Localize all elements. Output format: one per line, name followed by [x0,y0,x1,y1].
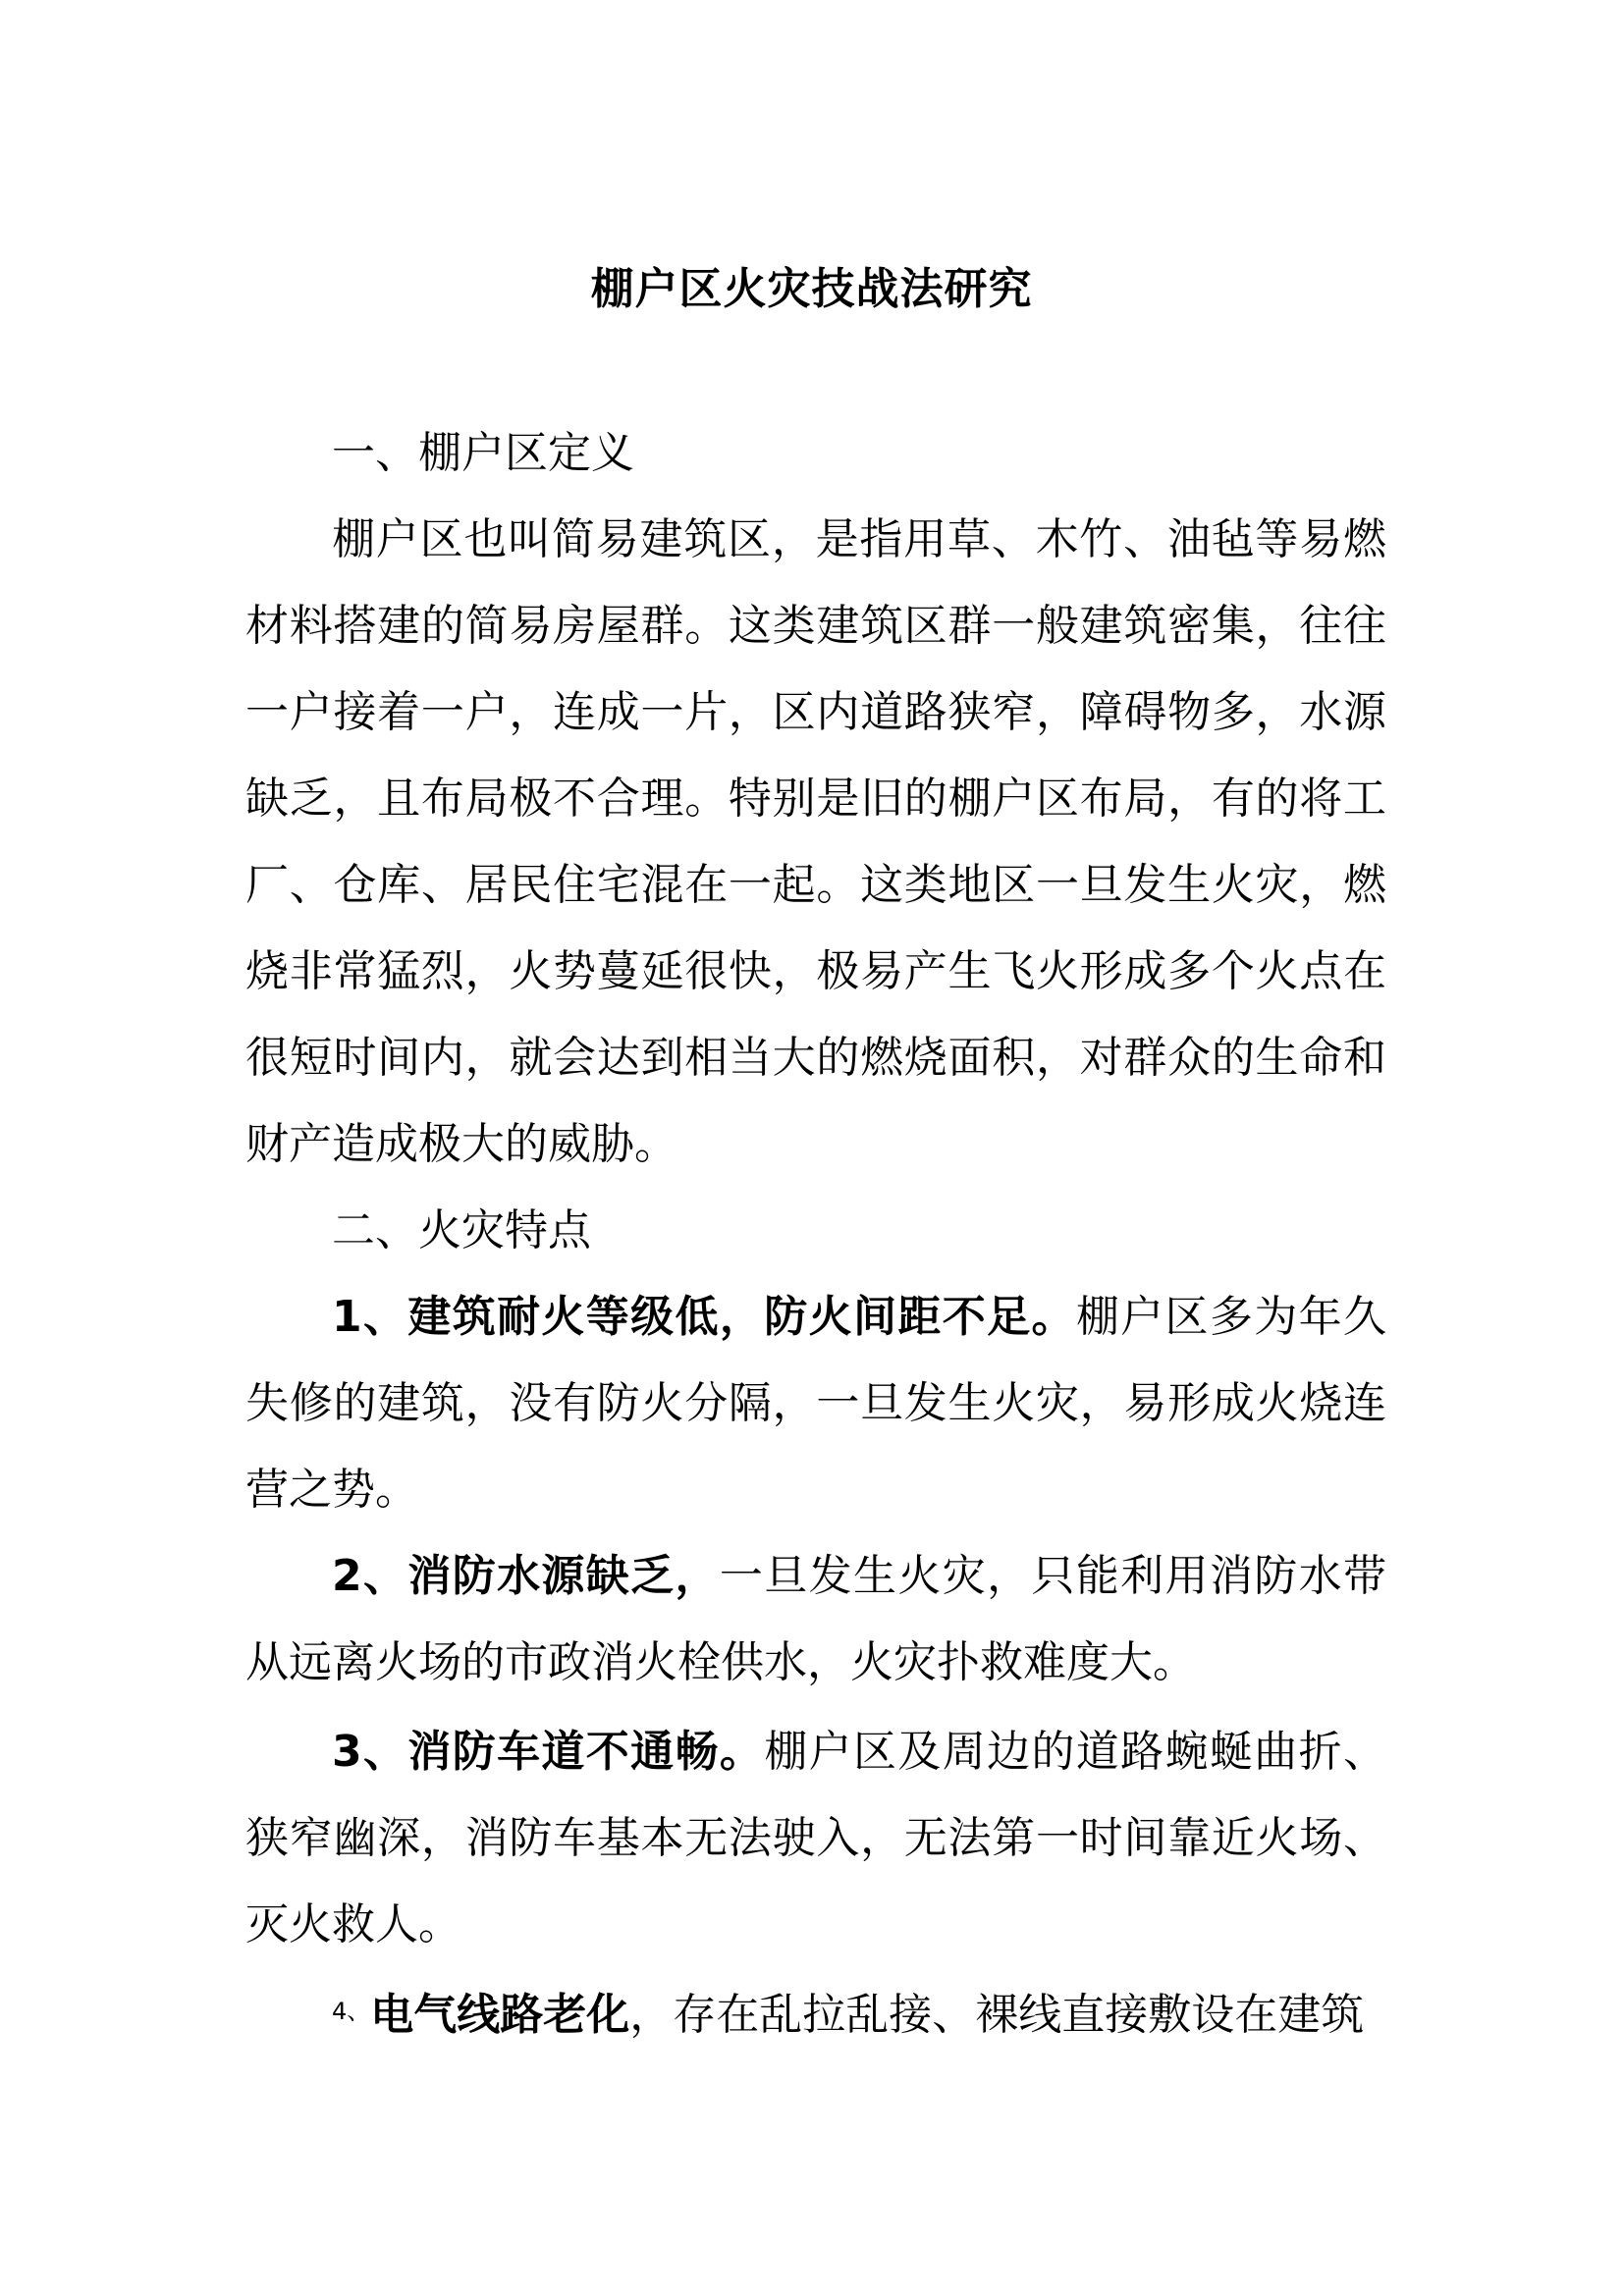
feature-item-4 [245,1968,1386,2058]
feature-item-3-lead: 3、消防车道不通畅。 [332,1727,765,1777]
section-1-heading [245,410,1386,497]
feature-item-2 [245,1533,1386,1706]
feature-item-1 [245,1274,1386,1533]
feature-item-2-lead: 2、消防水源缺乏， [332,1551,720,1601]
feature-item-4-text: ，存在乱拉乱接、裸线直接敷设在建筑 [629,1990,1365,2040]
document-body [245,410,1386,2058]
section-2-heading-text: 二、火灾特点 [332,1205,591,1255]
feature-item-3-text: 棚户区及周边的道路蜿蜒曲折、狭窄幽深，消防车基本无法驶入，无法第一时间靠近火场、灭火救人。 [245,1727,1386,1949]
section-1-heading-text: 一、棚户区定义 [332,428,634,478]
feature-item-2-text: 一旦发生火灾，只能利用消防水带从远离火场的市政消火栓供水，火灾扑救难度大。 [245,1551,1387,1687]
feature-item-4-lead: 电气线路老化 [370,1990,630,2040]
feature-item-1-text: 棚户区多为年久失修的建筑，没有防火分隔，一旦发生火灾，易形成火烧连营之势。 [245,1292,1386,1515]
feature-item-1-lead: 1、建筑耐火等级低，防火间距不足。 [332,1292,1076,1342]
feature-item-3 [245,1709,1386,1968]
section-1-paragraph-text: 棚户区也叫简易建筑区，是指用草、木竹、油毡等易燃材料搭建的简易房屋群。这类建筑区群一般建筑密集，往往一户接着一户，连成一片，区内道路狭窄，障碍物多，水源缺乏，且布局极不合理。特别是旧的棚户区布局，有的将工厂、仓库、居民住宅混在一起。这类地区一旦发生火灾，燃烧非常猛烈，火势蔓延很快，极易产生飞火形成多个火点在很短时间内，就会达到相当大的燃烧面积，对群众的生命和财产造成极大的威胁。 [245,514,1386,1169]
feature-item-4-number: 4、 [332,1998,371,2025]
document-title: 棚户区火灾技战法研究 [590,264,1033,314]
section-1-paragraph [245,497,1386,1188]
section-2-heading [245,1188,1386,1274]
